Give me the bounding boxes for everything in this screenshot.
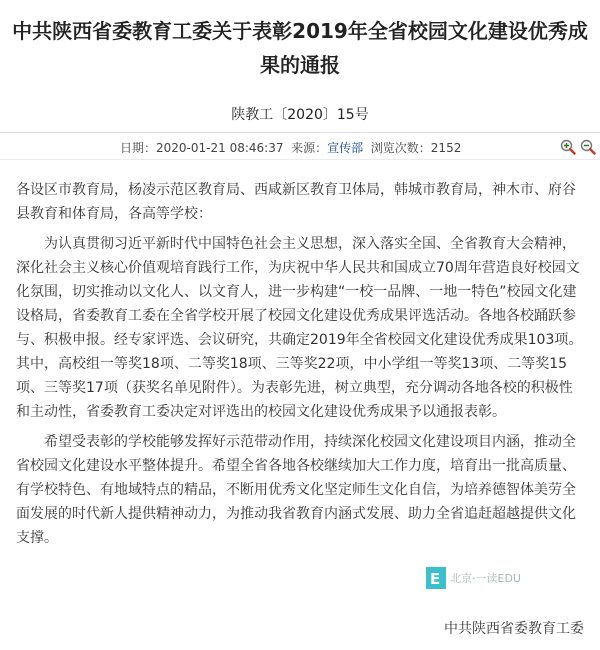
salutation: 各设区市教育局，杨凌示范区教育局、西咸新区教育卫体局，韩城市教育局，神木市、府谷县教育和体育局，各高等学校： [16,182,576,222]
signature: 中共陕西省委教育工委 [444,621,584,637]
zoom-in-icon[interactable] [560,139,576,155]
source-label: 来源： [291,141,328,155]
watermark-logo-icon [426,567,446,589]
views-label: 浏览次数： [370,141,431,155]
date-value: 2020-01-21 08:46:37 [156,141,284,155]
article-body [16,178,586,550]
page-title: 中共陕西省委教育工委关于表彰2019年全省校园文化建设优秀成果的通报 [12,19,588,77]
views-value: 2152 [430,141,462,155]
meta-info [120,139,461,156]
body-paragraph-2: 希望受表彰的学校能够发挥好示范带动作用，持续深化校园文化建设项目内涵，推动全省校园文化建设水平整体提升。希望全省各地各校继续加大工作力度，培育出一批高质量、有学校特色、有地域特点的精品，不断用优秀文化坚定师生文化自信，为培养德智体美劳全面发展的时代新人提供精神动力，为推动我省教育内涵式发展、助力全省追赶超越提供文化支撑。 [16,434,576,546]
meta-bar [0,132,600,160]
date-label: 日期： [120,141,157,155]
document-number: 陕教工〔2020〕15号 [231,107,369,123]
watermark-text: 北京·一读EDU [450,572,521,585]
source-value[interactable]: 宣传部 [327,141,364,155]
zoom-out-icon[interactable] [580,139,596,155]
svg-text:E: E [430,570,441,586]
body-paragraph-1: 为认真贯彻习近平新时代中国特色社会主义思想，深入落实全国、全省教育大会精神，深化社会主义核心价值观培育践行工作，为庆祝中华人民共和国成立70周年营造良好校园文化氛围，切实推动以文化人、以文育人，进一步构建“一校一品牌、一地一特色”校园文化建设格局，省委教育工委在全省学校开展了校园文化建设优秀成果评选活动。各地各校踊跃参与、积极申报。经专家评选、会议研究，共确定2019年全省校园文化建设优秀成果103项。其中，高校组一等奖18项、二等奖18项、三等奖22项，中小学组一等奖13项、二等奖15项、三等奖17项（获奖名单见附件）。为表彰先进，树立典型，充分调动各地各校的积极性和主动性，省委教育工委决定对评选出的校园文化建设优秀成果予以通报表彰。 [16,236,583,420]
watermark [426,565,521,591]
